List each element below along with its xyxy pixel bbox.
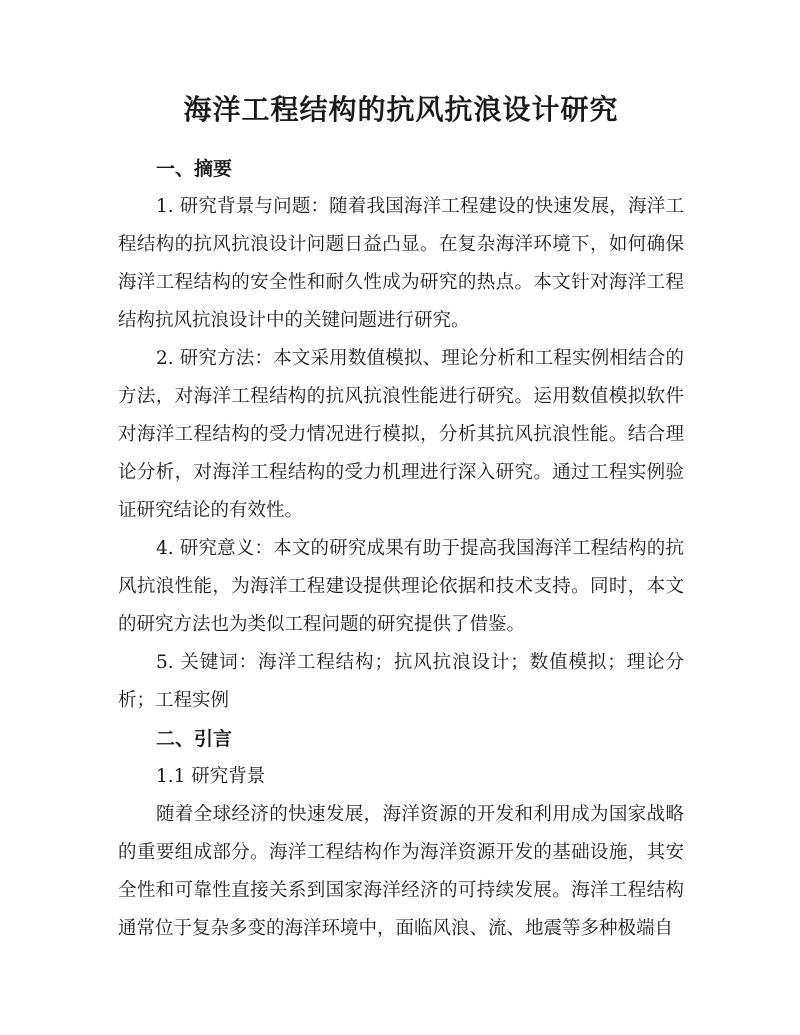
document-title: 海洋工程结构的抗风抗浪设计研究 [183,93,619,126]
abstract-item: 2. 研究方法：本文采用数值模拟、理论分析和工程实例相结合的方法，对海洋工程结构的抗风抗浪性能进行研究。运用数值模拟软件对海洋工程结构的受力情况进行模拟，分析其抗风抗浪性能。结合理论分析，对海洋工程结构的受力机理进行深入研究。通过工程实例验证研究结论的有效性。 [118,348,684,521]
intro-subheading: 1.1 研究背景 [156,766,266,787]
abstract-item: 1. 研究背景与问题：随着我国海洋工程建设的快速发展，海洋工程结构的抗风抗浪设计问题日益凸显。在复杂海洋环境下，如何确保海洋工程结构的安全性和耐久性成为研究的热点。本文针对海洋工程结构抗风抗浪设计中的关键问题进行研究。 [118,196,684,331]
abstract-heading: 一、摘要 [156,158,233,180]
document-page [118,88,684,948]
intro-heading: 二、引言 [156,728,233,750]
abstract-item: 5. 关键词：海洋工程结构；抗风抗浪设计；数值模拟；理论分析；工程实例 [118,652,684,711]
abstract-item: 4. 研究意义：本文的研究成果有助于提高我国海洋工程结构的抗风抗浪性能，为海洋工程建设提供理论依据和技术支持。同时，本文的研究方法也为类似工程问题的研究提供了借鉴。 [118,538,684,635]
intro-paragraph: 随着全球经济的快速发展，海洋资源的开发和利用成为国家战略的重要组成部分。海洋工程结构作为海洋资源开发的基础设施，其安全性和可靠性直接关系到国家海洋经济的可持续发展。海洋工程结构通常位于复杂多变的海洋环境中，面临风浪、流、地震等多种极端自 [118,804,684,939]
